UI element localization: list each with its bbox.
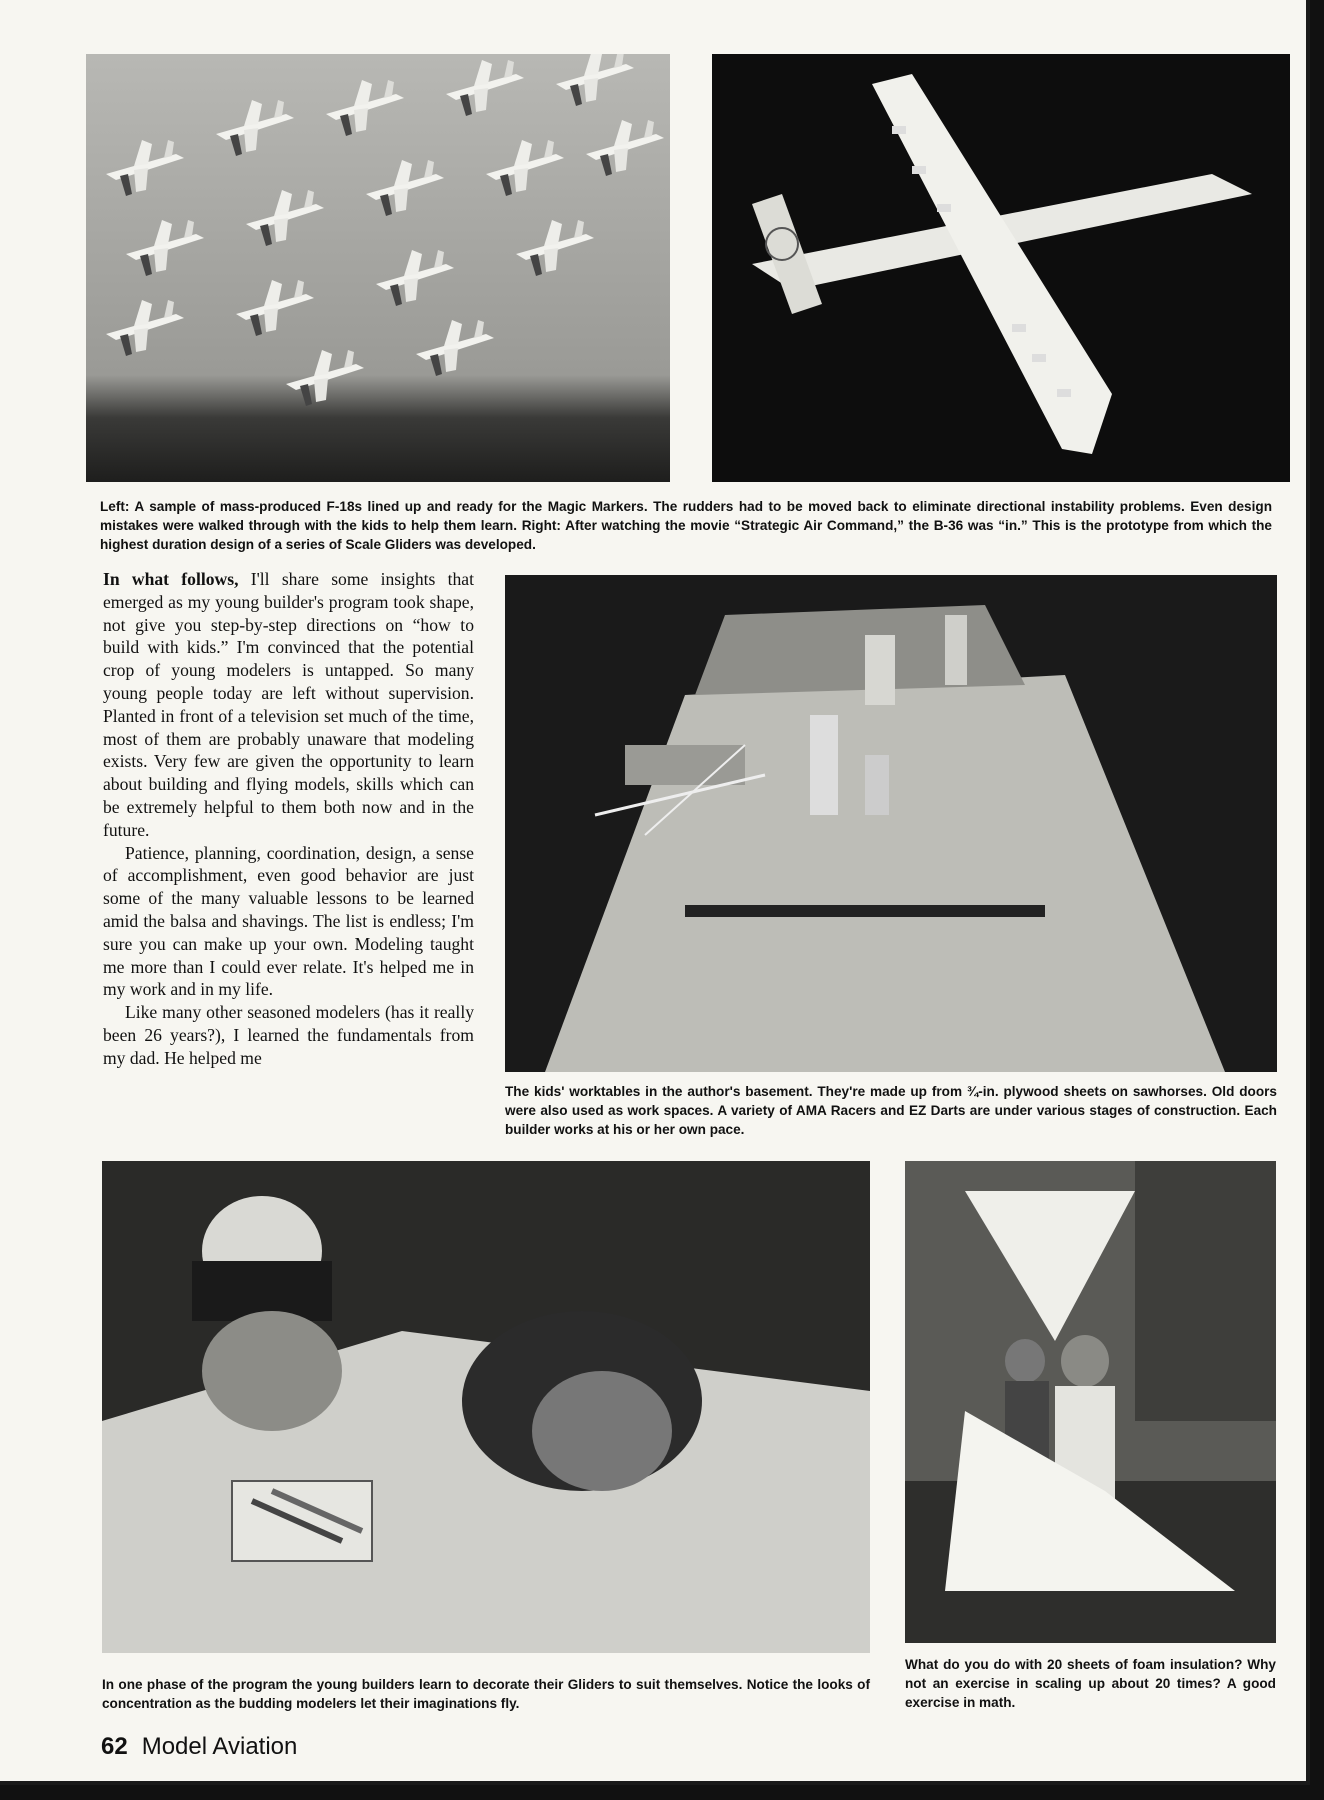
b36-glider-photo bbox=[712, 54, 1290, 482]
foam-glider-illustration bbox=[905, 1161, 1276, 1643]
page-number: 62 bbox=[101, 1733, 128, 1760]
foam-glider-photo bbox=[905, 1161, 1276, 1643]
worktables-caption: The kids' worktables in the author's basement. They're made up from ¾-in. plywood sheets on sawhorses. Old doors were also used as work spaces. A variety of AMA Racers and EZ Darts are under various stages of construction. Each builder works at his or her own pace. bbox=[505, 1084, 1277, 1137]
publication-name: Model Aviation bbox=[141, 1733, 298, 1760]
f18-gliders-illustration bbox=[86, 54, 670, 482]
kids-decorating-photo bbox=[102, 1161, 870, 1653]
foam-glider-caption: What do you do with 20 sheets of foam insulation? Why not an exercise in scaling up about 20 times? A good exercise in math. bbox=[905, 1657, 1276, 1710]
article-lead-in: In what follows, bbox=[103, 569, 239, 589]
article-paragraph-1 bbox=[103, 568, 474, 842]
article-paragraph-2: Patience, planning, coordination, design, a sense of accomplishment, even good behavior are just some of the many valuable lessons to be learned amid the balsa and shavings. The list is endless; I'm sure you can make up your own. Modeling taught me more than I could ever relate. It's helped me in my work and in my life. bbox=[103, 842, 474, 1000]
worktables-illustration bbox=[505, 575, 1277, 1072]
article-paragraph-1-text: I'll share some insights that emerged as my young builder's program took shape, not give you step-by-step directions on “how to build with kids.” I'm convinced that the potential crop of young modelers is untapped. So many young people today are left without supervision. Planted in front of a television set much of the time, most of them are probably unaware that modeling exists. Very few are given the opportunity to learn about building and flying models, skills which can be extremely helpful to them both now and in the future. bbox=[103, 569, 474, 840]
page-footer bbox=[101, 1733, 297, 1761]
kids-decorating-illustration bbox=[102, 1161, 870, 1653]
top-photo-caption: Left: A sample of mass-produced F-18s lined up and ready for the Magic Markers. The rudders had to be moved back to eliminate directional instability problems. Even design mistakes were walked through with the kids to help them learn. Right: After watching the movie “Strategic Air Command,” the B-36 was “in.” This is the prototype from which the highest duration design of a series of Scale Gliders was developed. bbox=[100, 499, 1272, 552]
article-body bbox=[103, 568, 474, 1070]
f18-gliders-photo bbox=[86, 54, 670, 482]
kids-decorating-caption: In one phase of the program the young builders learn to decorate their Gliders to suit themselves. Notice the looks of concentration as the budding modelers let their imaginations fly. bbox=[102, 1677, 870, 1711]
article-paragraph-3: Like many other seasoned modelers (has it really been 26 years?), I learned the fundamentals from my dad. He helped me bbox=[103, 1002, 474, 1068]
worktables-photo bbox=[505, 575, 1277, 1072]
b36-glider-illustration bbox=[712, 54, 1290, 482]
